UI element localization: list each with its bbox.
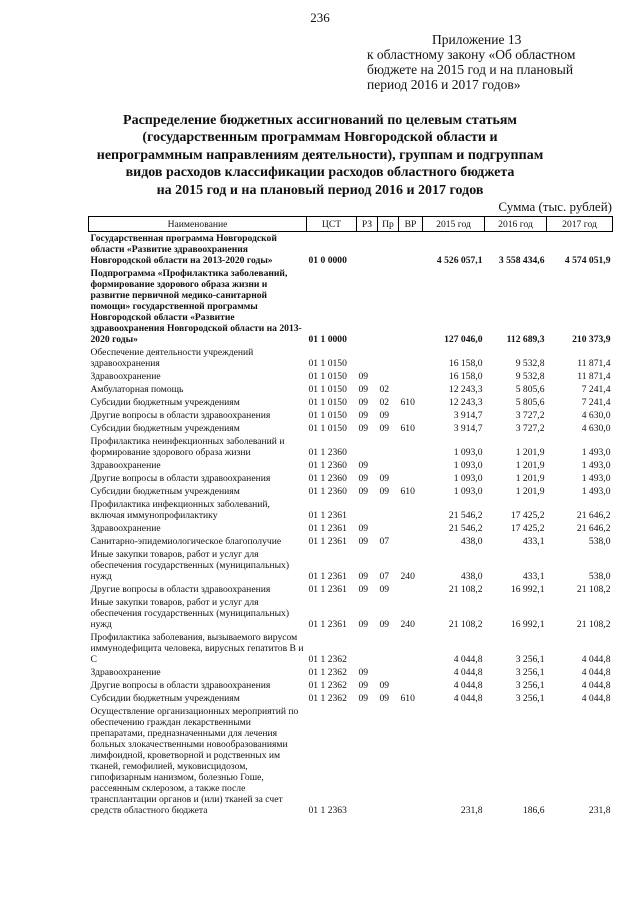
row-name: Амбулаторная помощь [90, 384, 184, 395]
row-name: Осуществление организационных мероприятий по обеспечению граждан лекарственными препаратами, предназначенными для лечения больных злокачественными новообразованиями лимфоидной, кроветворной и родственных им тканей, гемофилией, муковисцидозом, гипофизарным нанизмом, болезнью Гоше, рассеянным склерозом, а также после трансплантации органов и (или) тканей за счет средств областного бюджета [90, 706, 299, 816]
row-vr [399, 666, 423, 679]
row-vr [399, 583, 423, 596]
row-rz [357, 435, 378, 459]
row-name: Государственная программа Новгородской области «Развитие здравоохранения Новгородской области на 2013-2020 годы» [90, 233, 277, 266]
row-2015: 4 526 057,1 [436, 255, 483, 266]
row-2016: 3 727,2 [515, 410, 545, 421]
row-cst: 01 1 2361 [308, 523, 347, 534]
table-header-row [89, 217, 613, 232]
title-line: непрограммным направлениям деятельности), группам и подгруппам [96, 147, 544, 163]
row-cst: 01 1 2360 [308, 460, 347, 471]
row-2016: 9 532,8 [515, 358, 545, 369]
row-2017: 4 630,0 [581, 410, 611, 421]
row-2016: 16 992,1 [510, 619, 545, 630]
row-rz: 09 [358, 473, 369, 484]
row-rz: 09 [358, 397, 369, 408]
row-2016: 17 425,2 [510, 510, 545, 521]
header-vr: ВР [399, 217, 423, 232]
row-pr [378, 666, 399, 679]
row-2015: 4 044,8 [453, 654, 483, 665]
row-pr: 07 [379, 536, 390, 547]
row-name: Субсидии бюджетным учреждениям [90, 423, 240, 434]
row-pr [378, 232, 399, 268]
row-pr: 09 [379, 486, 390, 497]
table-row [89, 232, 613, 268]
row-vr [399, 705, 423, 817]
title-line: (государственным программам Новгородской области и [142, 130, 498, 146]
row-2015: 1 093,0 [453, 447, 483, 458]
title-line: на 2015 год и на плановый период 2016 и 2017 годов [156, 182, 484, 198]
row-2016: 17 425,2 [510, 523, 545, 534]
row-vr [399, 459, 423, 472]
row-rz: 09 [358, 523, 369, 534]
appendix-line: бюджете на 2015 год и на плановый [367, 62, 574, 77]
page-number: 236 [310, 10, 330, 25]
row-2017: 4 574 051,9 [564, 255, 611, 266]
row-2017: 4 044,8 [581, 654, 611, 665]
row-2017: 1 493,0 [581, 473, 611, 484]
row-name: Другие вопросы в области здравоохранения [90, 410, 271, 421]
table-row [89, 459, 613, 472]
row-name: Подпрограмма «Профилактика заболеваний, формирование здорового образа жизни и развитие первичной медико-санитарной помощи» государственной программы Новгородской области «Развитие здравоохранения Новгородской области на 2013-2020 годы» [90, 268, 302, 345]
row-2016: 433,1 [522, 571, 545, 582]
row-vr: 610 [400, 693, 415, 704]
row-name: Санитарно-эпидемиологическое благополучие [90, 536, 282, 547]
row-2015: 16 158,0 [448, 358, 483, 369]
table-body [89, 232, 613, 818]
row-2017: 231,8 [588, 805, 611, 816]
row-vr [399, 267, 423, 346]
row-name: Здравоохранение [90, 460, 161, 471]
row-cst: 01 1 2360 [308, 447, 347, 458]
row-name: Профилактика инфекционных заболеваний, включая иммунопрофилактику [90, 499, 270, 521]
row-2017: 11 871,4 [577, 358, 611, 369]
row-vr: 610 [400, 423, 415, 434]
table-row [89, 596, 613, 631]
row-2016: 16 992,1 [510, 584, 545, 595]
row-2016: 186,6 [522, 805, 545, 816]
row-2015: 3 914,7 [453, 410, 483, 421]
row-cst: 01 1 0150 [308, 397, 347, 408]
row-pr [378, 522, 399, 535]
row-2017: 4 630,0 [581, 423, 611, 434]
row-2017: 11 871,4 [577, 371, 611, 382]
row-pr: 07 [379, 571, 390, 582]
row-cst: 01 1 2363 [308, 805, 347, 816]
row-name: Другие вопросы в области здравоохранения [90, 473, 271, 484]
table-row [89, 631, 613, 666]
row-name: Субсидии бюджетным учреждениям [90, 486, 240, 497]
row-cst: 01 1 0150 [308, 410, 347, 421]
row-vr [399, 409, 423, 422]
row-pr: 09 [379, 410, 390, 421]
row-vr [399, 522, 423, 535]
row-pr [378, 705, 399, 817]
row-2016: 1 201,9 [515, 486, 545, 497]
table-row [89, 535, 613, 548]
row-2017: 21 108,2 [576, 584, 611, 595]
row-rz: 09 [358, 619, 369, 630]
row-2017: 538,0 [588, 571, 611, 582]
row-pr [378, 459, 399, 472]
row-2017: 21 108,2 [576, 619, 611, 630]
row-rz: 09 [358, 584, 369, 595]
row-pr [378, 498, 399, 522]
row-vr [399, 535, 423, 548]
header-2015: 2015 год [423, 217, 485, 232]
header-rz: РЗ [357, 217, 378, 232]
row-name: Иные закупки товаров, работ и услуг для обеспечения государственных (муниципальных) нужд [90, 549, 290, 582]
appendix-line: к областному закону «Об областном [367, 47, 576, 62]
row-2015: 1 093,0 [453, 486, 483, 497]
row-2015: 16 158,0 [448, 371, 483, 382]
row-pr: 02 [379, 397, 390, 408]
row-cst: 01 1 2362 [308, 680, 347, 691]
row-pr [378, 435, 399, 459]
table-row [89, 485, 613, 498]
row-2016: 5 805,6 [515, 384, 545, 395]
sum-unit-note: Сумма (тыс. рублей) [498, 199, 612, 214]
row-2016: 3 727,2 [515, 423, 545, 434]
row-2015: 21 546,2 [448, 510, 483, 521]
row-cst: 01 1 2361 [308, 510, 347, 521]
row-cst: 01 1 0150 [308, 423, 347, 434]
row-2015: 4 044,8 [453, 667, 483, 678]
row-2016: 9 532,8 [515, 371, 545, 382]
row-2016: 3 256,1 [515, 693, 545, 704]
table-row [89, 472, 613, 485]
title-line: Распределение бюджетных ассигнований по целевым статьям [123, 113, 517, 128]
document-title [0, 112, 640, 199]
row-cst: 01 1 0150 [308, 371, 347, 382]
row-cst: 01 1 2360 [308, 473, 347, 484]
table-row [89, 422, 613, 435]
row-name: Обеспечение деятельности учреждений здравоохранения [90, 347, 254, 369]
row-pr: 09 [379, 680, 390, 691]
row-rz: 09 [358, 680, 369, 691]
table-row [89, 548, 613, 583]
row-2015: 4 044,8 [453, 693, 483, 704]
row-cst: 01 1 0150 [308, 384, 347, 395]
row-2016: 433,1 [522, 536, 545, 547]
row-2017: 1 493,0 [581, 460, 611, 471]
row-2015: 4 044,8 [453, 680, 483, 691]
table-row [89, 583, 613, 596]
budget-table [88, 216, 613, 817]
header-2016: 2016 год [485, 217, 547, 232]
row-name: Другие вопросы в области здравоохранения [90, 680, 271, 691]
appendix-heading: Приложение 13 [432, 32, 522, 47]
row-rz [357, 498, 378, 522]
header-name: Наименование [89, 217, 307, 232]
row-vr [399, 631, 423, 666]
row-vr: 240 [400, 619, 415, 630]
table-row [89, 666, 613, 679]
row-vr [399, 346, 423, 370]
row-2016: 1 201,9 [515, 473, 545, 484]
row-rz: 09 [358, 667, 369, 678]
row-rz: 09 [358, 571, 369, 582]
row-pr [378, 346, 399, 370]
row-name: Иные закупки товаров, работ и услуг для обеспечения государственных (муниципальных) нужд [90, 597, 290, 630]
row-pr: 09 [379, 423, 390, 434]
row-name: Профилактика неинфекционных заболеваний и формирование здорового образа жизни [90, 436, 285, 458]
row-vr: 610 [400, 397, 415, 408]
row-vr: 610 [400, 486, 415, 497]
appendix-block [367, 32, 629, 92]
table-row [89, 396, 613, 409]
row-2016: 3 256,1 [515, 667, 545, 678]
row-2015: 3 914,7 [453, 423, 483, 434]
row-2016: 1 201,9 [515, 460, 545, 471]
row-cst: 01 0 0000 [308, 255, 347, 266]
row-2015: 21 108,2 [448, 584, 483, 595]
table-row [89, 679, 613, 692]
row-2015: 21 108,2 [448, 619, 483, 630]
row-vr [399, 383, 423, 396]
row-2015: 438,0 [460, 571, 483, 582]
row-rz: 09 [358, 384, 369, 395]
appendix-line: период 2016 и 2017 годов» [367, 77, 521, 92]
row-vr: 240 [400, 571, 415, 582]
row-vr [399, 472, 423, 485]
row-2016: 3 256,1 [515, 654, 545, 665]
row-2017: 7 241,4 [581, 397, 611, 408]
row-rz [357, 267, 378, 346]
row-vr [399, 232, 423, 268]
row-vr [399, 679, 423, 692]
table-row [89, 435, 613, 459]
row-2015: 1 093,0 [453, 473, 483, 484]
row-cst: 01 1 2362 [308, 654, 347, 665]
row-2017: 4 044,8 [581, 680, 611, 691]
row-pr: 09 [379, 619, 390, 630]
row-2016: 3 256,1 [515, 680, 545, 691]
row-2017: 1 493,0 [581, 447, 611, 458]
row-pr [378, 370, 399, 383]
row-2015: 21 546,2 [448, 523, 483, 534]
row-rz: 09 [358, 486, 369, 497]
table-row [89, 370, 613, 383]
table-row [89, 409, 613, 422]
row-rz: 09 [358, 693, 369, 704]
header-cst: ЦСТ [307, 217, 357, 232]
row-rz: 09 [358, 536, 369, 547]
row-2015: 231,8 [460, 805, 483, 816]
row-cst: 01 1 2361 [308, 619, 347, 630]
row-rz [357, 705, 378, 817]
row-vr [399, 435, 423, 459]
row-rz [357, 346, 378, 370]
row-vr [399, 498, 423, 522]
table-row [89, 692, 613, 705]
header-2017: 2017 год [547, 217, 613, 232]
row-2015: 127 046,0 [444, 334, 483, 345]
row-pr: 09 [379, 584, 390, 595]
row-cst: 01 1 0150 [308, 358, 347, 369]
table-row [89, 383, 613, 396]
table-row [89, 705, 613, 817]
row-name: Здравоохранение [90, 371, 161, 382]
row-2016: 1 201,9 [515, 447, 545, 458]
row-rz: 09 [358, 460, 369, 471]
row-cst: 01 1 2360 [308, 486, 347, 497]
row-cst: 01 1 0000 [308, 334, 347, 345]
row-name: Здравоохранение [90, 667, 161, 678]
table-row [89, 498, 613, 522]
row-pr [378, 631, 399, 666]
row-pr: 09 [379, 693, 390, 704]
table-row [89, 522, 613, 535]
row-2016: 112 689,3 [506, 334, 545, 345]
row-vr [399, 370, 423, 383]
row-rz: 09 [358, 371, 369, 382]
row-cst: 01 1 2361 [308, 536, 347, 547]
row-2015: 438,0 [460, 536, 483, 547]
row-2017: 1 493,0 [581, 486, 611, 497]
row-pr: 09 [379, 473, 390, 484]
row-name: Другие вопросы в области здравоохранения [90, 584, 271, 595]
row-rz [357, 631, 378, 666]
row-2015: 12 243,3 [448, 397, 483, 408]
row-name: Профилактика заболевания, вызываемого вирусом иммунодефицита человека, вирусных гепатитов В и С [90, 632, 304, 665]
row-rz: 09 [358, 410, 369, 421]
row-2017: 7 241,4 [581, 384, 611, 395]
title-line: видов расходов классификации расходов областного бюджета [125, 165, 515, 181]
row-name: Здравоохранение [90, 523, 161, 534]
row-pr: 02 [379, 384, 390, 395]
header-pr: Пр [378, 217, 399, 232]
row-name: Субсидии бюджетным учреждениям [90, 397, 240, 408]
row-name: Субсидии бюджетным учреждениям [90, 693, 240, 704]
row-2017: 4 044,8 [581, 667, 611, 678]
row-2017: 210 373,9 [572, 334, 611, 345]
row-2017: 21 646,2 [576, 523, 611, 534]
row-2015: 12 243,3 [448, 384, 483, 395]
row-2015: 1 093,0 [453, 460, 483, 471]
row-2017: 21 646,2 [576, 510, 611, 521]
row-cst: 01 1 2361 [308, 571, 347, 582]
row-2016: 3 558 434,6 [498, 255, 545, 266]
row-pr [378, 267, 399, 346]
row-rz [357, 232, 378, 268]
table-row [89, 346, 613, 370]
row-2017: 4 044,8 [581, 693, 611, 704]
row-cst: 01 1 2362 [308, 693, 347, 704]
table-row [89, 267, 613, 346]
row-2017: 538,0 [588, 536, 611, 547]
row-2016: 5 805,6 [515, 397, 545, 408]
row-rz: 09 [358, 423, 369, 434]
row-cst: 01 1 2362 [308, 667, 347, 678]
row-cst: 01 1 2361 [308, 584, 347, 595]
